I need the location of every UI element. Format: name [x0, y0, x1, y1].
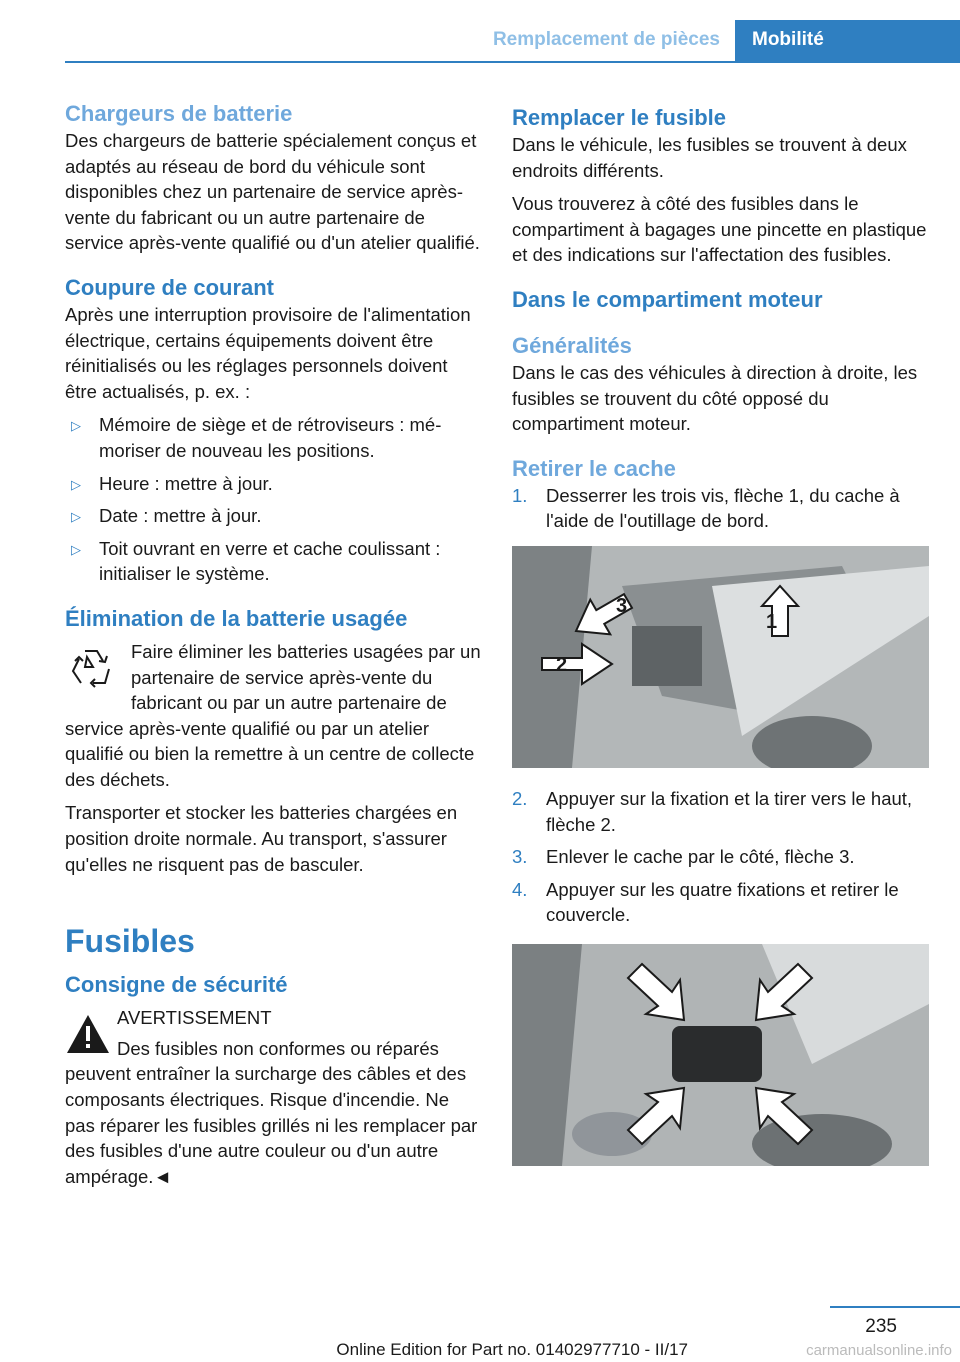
list-item: 4. Appuyer sur les quatre fixations et retirer le couvercle. [512, 878, 899, 926]
warning-text: Des fusibles non conformes ou réparés peuvent entraîner la surcharge des câbles et des composants électriques. Risque d'incendie. Ne pas réparer les fusibles grillés ni les remplacer par des fusibles d'une autre couleur ou d'un autre ampérage.◄ [65, 1037, 478, 1187]
page-number: 235 [865, 1316, 897, 1337]
elimination-block [65, 639, 482, 793]
photo-label-1: 1 [766, 610, 778, 633]
list-item: 2. Appuyer sur la fixation et la tirer vers le haut, flèche 2. [512, 787, 913, 835]
remplacer-text2: Vous trouverez à côté des fusibles dans le compartiment à bagages une pincette en plastique et des indications sur l'affectation des fusibles. [512, 193, 927, 266]
list-item: ▷ Toit ouvrant en verre et cache coulissant : initialiser le système. [71, 537, 441, 585]
chargeurs-text: Des chargeurs de batterie spécialement conçus et adaptés au réseau de bord du véhicule sont disponibles chez un partenaire de service après-vente du fabricant ou un autre partenaire de service après-vente qualifié ou d'un atelier qualifié. [65, 130, 480, 254]
triangle-bullet-icon: ▷ [71, 509, 81, 525]
header-tab: Mobilité [735, 20, 960, 63]
chargeurs-title: Chargeurs de batterie [65, 101, 293, 126]
warning-block [65, 1005, 482, 1189]
photo-label-3: 3 [616, 594, 628, 617]
elimination-title: Élimination de la batterie usagée [65, 605, 408, 631]
engine-photo-cover [512, 546, 929, 768]
list-item: ▷ Date : mettre à jour. [65, 503, 482, 529]
warning-wrap [65, 1005, 482, 1189]
coupure-list [65, 412, 482, 587]
header-section: Remplacement de pièces [492, 29, 720, 50]
consigne-title: Consigne de sécurité [65, 972, 288, 998]
steps-list-2 [512, 786, 929, 928]
list-item: 1. Desserrer les trois vis, flèche 1, du cache à l'aide de l'outillage de bord. [512, 484, 900, 532]
compartiment-title: Dans le compartiment moteur [512, 286, 823, 312]
list-item: ▷ Heure : mettre à jour. [65, 471, 482, 497]
edition-text: Online Edition for Part no. 01402977710 - II/17 [336, 1340, 688, 1359]
header-rule [65, 61, 960, 63]
engine-photo-lid-drawing [512, 944, 929, 1166]
recycle-icon [65, 643, 117, 695]
warning-label: AVERTISSEMENT [117, 1007, 272, 1029]
triangle-bullet-icon: ▷ [71, 541, 81, 557]
footer-rule [830, 1306, 960, 1308]
fusibles-title: Fusibles [65, 923, 195, 960]
triangle-bullet-icon: ▷ [71, 476, 81, 492]
retirer-title: Retirer le cache [512, 455, 676, 481]
photo-label-2: 2 [556, 653, 568, 676]
remplacer-text1: Dans le véhicule, les fusibles se trouvent à deux endroits différents. [512, 134, 907, 181]
remplacer-title: Remplacer le fusible [512, 105, 726, 130]
watermark: carmanualsonline.info [806, 1342, 952, 1359]
triangle-bullet-icon: ▷ [71, 418, 81, 434]
generalites-text: Dans le cas des véhicules à direction à droite, les fusibles se trouvent du côté opposé du compartiment moteur. [512, 361, 918, 435]
elimination-text2: Transporter et stocker les batteries chargées en position droite normale. Au transport, s'assurer qu'elles ne risquent pas de basculer. [65, 802, 458, 875]
engine-photo-drawing [512, 546, 929, 768]
right-column [512, 100, 929, 1184]
left-column [65, 100, 482, 1189]
elimination-text1: Faire éliminer les batteries usagées par un partenaire de service après-vente du fabricant ou par un autre partenaire de service après-vente qualifié ou par un atelier qualifié ou bien la remettre à un centre de collecte des déchets. [65, 640, 481, 790]
engine-photo-lid [512, 944, 929, 1166]
steps-list-1 [512, 483, 929, 534]
list-item: ▷ Mémoire de siège et de rétroviseurs : mémoriser de nouveau les positions. [71, 414, 442, 461]
coupure-text: Après une interruption provisoire de l'alimentation électrique, certains équipements doivent être réinitialisés ou les réglages personnels doivent être actualisés, p. ex. : [65, 303, 471, 402]
coupure-title: Coupure de courant [65, 274, 275, 300]
list-item: 3. Enlever le cache par le côté, flèche 3. [512, 846, 855, 868]
warning-icon [65, 1013, 111, 1055]
generalites-title: Généralités [512, 332, 632, 358]
